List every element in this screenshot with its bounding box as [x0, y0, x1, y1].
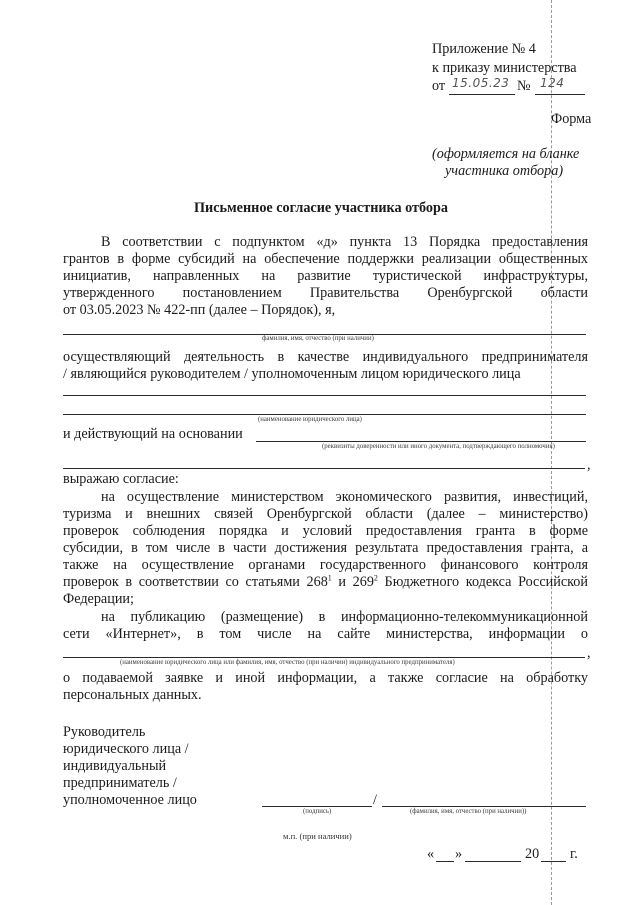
intro-line-1: В соответствии с подпунктом «д» пункта 13 Порядка предоставления [101, 234, 588, 250]
form-note-line-1: (оформляется на бланке [432, 146, 580, 162]
para1-line-1: на осуществление министерством экономического развития, инвестиций, [101, 489, 588, 505]
basis-comma: , [587, 457, 591, 473]
appendix-line-1: Приложение № 4 [432, 41, 536, 57]
org-comma: , [587, 645, 591, 661]
stamp-label: м.п. (при наличии) [283, 831, 352, 841]
signer-line-1: Руководитель [63, 724, 146, 740]
para1-line-6 [63, 574, 588, 590]
para1-line-5: также на осуществление органами государственного финансового контроля [63, 557, 588, 573]
intro-line-5: от 03.05.2023 № 422-пп (далее – Порядок), я, [63, 302, 336, 318]
org-caption: (наименование юридического лица или фамилия, имя, отчество (при наличии) индивидуального предпринимателя) [120, 659, 455, 666]
signer-line-4: предприниматель / [63, 775, 177, 791]
signer-line-3: индивидуальный [63, 758, 167, 774]
date-day-field[interactable] [436, 861, 454, 862]
org-name-field[interactable] [63, 657, 585, 658]
basis-field-2[interactable] [63, 468, 585, 469]
appendix-number-label: № [517, 78, 531, 94]
para2-line-1: на публикацию (размещение) в информационно-телекоммуникационной [101, 609, 588, 625]
para3-line-2: персональных данных. [63, 687, 202, 703]
legal-name-caption: (наименование юридического лица) [258, 416, 362, 423]
scan-fold-line [551, 0, 552, 905]
consent-label: выражаю согласие: [63, 471, 179, 487]
date-year-field[interactable] [541, 861, 566, 862]
fio-caption: фамилия, имя, отчество (при наличии) [262, 335, 374, 342]
entrepreneur-line-2: / являющийся руководителем / уполномоченным лицом юридического лица [63, 366, 521, 382]
appendix-number-underline [535, 94, 585, 95]
intro-line-2: грантов в форме субсидий на обеспечение поддержки реализации общественных [63, 251, 588, 267]
signer-line-5: уполномоченное лицо [63, 792, 197, 808]
date-century: 20 [525, 846, 540, 862]
appendix-from-label: от [432, 78, 446, 94]
date-year-suffix: г. [570, 846, 578, 862]
para1-footnote-1: 1 [327, 573, 332, 583]
form-note-line-2: участника отбора) [445, 163, 564, 179]
legal-name-field-1[interactable] [63, 395, 586, 396]
signer-fio-caption: (фамилия, имя, отчество (при наличии)) [410, 808, 527, 815]
legal-name-field-2[interactable] [63, 414, 586, 415]
document-title: Письменное согласие участника отбора [194, 200, 449, 216]
date-open-quote: « [427, 846, 435, 862]
para1-line-6-a: проверок в соответствии со статьями 268 [63, 574, 328, 590]
date-month-field[interactable] [465, 861, 521, 862]
basis-field[interactable] [256, 441, 586, 442]
appendix-number-handwritten: 124 [540, 76, 565, 90]
appendix-date-handwritten: 15.05.23 [452, 76, 510, 90]
para1-line-6-b: и 269 [331, 574, 374, 590]
signer-fio-field[interactable] [382, 806, 586, 807]
para1-footnote-2: 2 [373, 573, 378, 583]
appendix-line-2: к приказу министерства [432, 60, 577, 76]
para1-line-3: проверок соблюдения порядка и условий предоставления гранта в форме [63, 523, 588, 539]
signature-caption: (подпись) [303, 808, 332, 815]
appendix-date-underline [449, 94, 515, 95]
form-label: Форма [551, 111, 592, 127]
intro-line-3: инициатив, направленных на развитие туристической инфраструктуры, [63, 268, 588, 284]
para2-line-2: сети «Интернет», в том числе на сайте министерства, информации о [63, 626, 588, 642]
date-close-quote: » [455, 846, 463, 862]
para3-line-1: о подаваемой заявке и иной информации, а также согласие на обработку [63, 670, 588, 686]
intro-line-4: утвержденного постановлением Правительства Оренбургской области [63, 285, 588, 301]
signature-slash: / [373, 792, 377, 808]
para1-line-6-c: Бюджетного кодекса Российской [377, 574, 588, 590]
para1-line-4: субсидии, в том числе в части достижения результата предоставления гранта, а [63, 540, 588, 556]
signer-line-2: юридического лица / [63, 741, 189, 757]
entrepreneur-line-1: осуществляющий деятельность в качестве индивидуального предпринимателя [63, 349, 588, 365]
para1-line-2: туризма и внешних связей Оренбургской области (далее – министерство) [63, 506, 588, 522]
basis-label: и действующий на основании [63, 426, 243, 442]
para1-line-7: Федерации; [63, 591, 134, 607]
signature-field[interactable] [262, 806, 372, 807]
basis-caption: (реквизиты доверенности или иного документа, подтверждающего полномочия) [322, 443, 555, 450]
